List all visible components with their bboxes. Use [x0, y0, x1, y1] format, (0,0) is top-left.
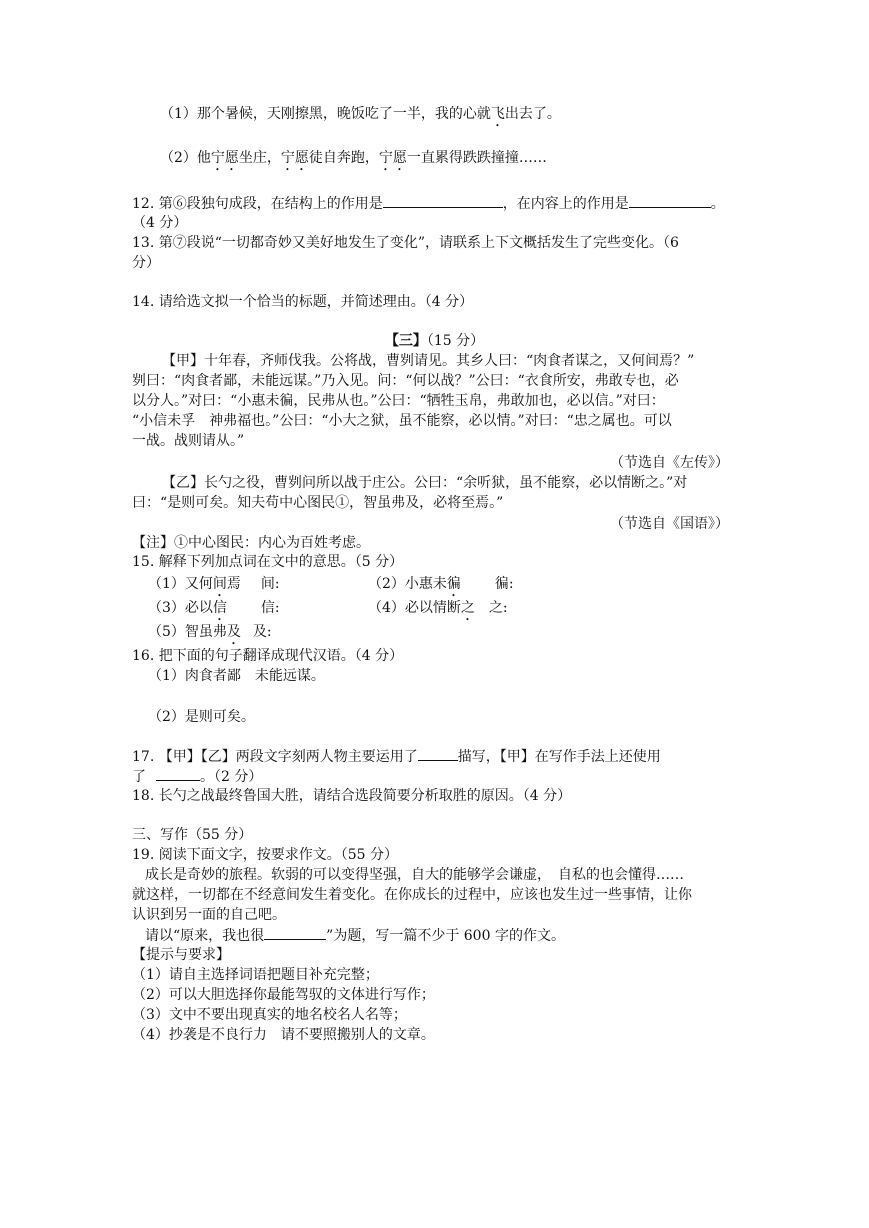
- dotted-word: 宁愿: [210, 150, 239, 166]
- yi-source: （节选自《国语》）: [610, 516, 729, 532]
- q15-item-5: （5）智虽弗及 及:: [148, 624, 272, 640]
- answer-blank[interactable]: [156, 766, 200, 781]
- jia-line-2: 刿曰：“肉食者鄙，未能远谋。”乃入见。问：“何以战？”公曰：“衣食所安，弗敢专也，必: [132, 373, 679, 389]
- yi-line-2: 曰：“是则可矣。知夫苟中心图民①，智虽弗及，必将至焉。”: [132, 495, 504, 511]
- writing-section-heading: 三、写作（55 分）: [132, 827, 253, 843]
- dotted-word: 宁愿: [280, 150, 309, 166]
- dotted-word: 宁愿: [378, 150, 407, 166]
- q17-question: 17. 【甲】【乙】两段文字刻两人物主要运用了 描写，【甲】在写作手法上还使用: [132, 746, 661, 767]
- jia-source: （节选自《左传》）: [610, 455, 729, 471]
- q11-sentence-1: （1）那个暑候，天刚擦黑，晚饭吃了一半，我的心就飞出去了。: [160, 106, 561, 122]
- answer-blank[interactable]: [383, 193, 503, 208]
- yi-line-1: 【乙】长勺之役，曹刿问所以战于庄公。公曰：“余听狱，虽不能察，必以情断之。”对: [162, 475, 688, 491]
- answer-blank[interactable]: [264, 925, 326, 940]
- q15-item-4: （4）必以情断之 之:: [368, 600, 508, 616]
- q17-question-cont: 了 。（2 分）: [132, 766, 262, 787]
- answer-blank[interactable]: [418, 746, 458, 761]
- dotted-word: 飞: [490, 106, 505, 122]
- answer-blank[interactable]: [629, 193, 711, 208]
- jia-line-3: 以分人。”对曰：“小惠未徧，民弗从也。”公曰：“牺牲玉帛，弗敢加也，必以信。”对曰：: [132, 393, 665, 409]
- writing-paragraph-line-3: 认识到另一面的自己吧。: [132, 907, 286, 923]
- requirement-3: （3）文中不要出现真实的地名校名人名等；: [132, 1007, 407, 1023]
- annotation-note: 【注】①中心图民：内心为百姓考虑。: [132, 535, 370, 551]
- q11-sentence-2: （2）他宁愿坐庄，宁愿徒自奔跑，宁愿一直累得跌跌撞撞……: [160, 150, 547, 166]
- q16-question: 16. 把下面的句子翻译成现代汉语。（4 分）: [132, 648, 404, 664]
- q14-question: 14. 请给选文拟一个恰当的标题，并简述理由。（4 分）: [132, 294, 474, 310]
- requirement-2: （2）可以大胆选择你最能驾驭的文体进行写作；: [132, 987, 435, 1003]
- writing-paragraph-line-1: 成长是奇妙的旅程。软弱的可以变得坚强，自大的能够学会谦虚， 自私的也会懂得……: [145, 867, 684, 883]
- q19-question: 19. 阅读下面文字，按要求作文。（55 分）: [132, 847, 398, 863]
- q12-question: 12. 第⑥段独句成段，在结构上的作用是 ，在内容上的作用是 。: [132, 193, 725, 214]
- tips-heading: 【提示与要求】: [132, 947, 230, 963]
- writing-paragraph-line-2: 就这样，一切都在不经意间发生着变化。在你成长的过程中，应该也发生过一些事情，让你: [132, 887, 692, 903]
- q15-question: 15. 解释下列加点词在文中的意思。（5 分）: [132, 554, 404, 570]
- q12-score: （4 分）: [132, 215, 188, 231]
- jia-line-4: “小信未孚 神弗福也。”公曰：“小大之狱，虽不能察，必以情。”对曰：“忠之属也。可以: [132, 413, 672, 429]
- q16-sentence-1: （1）肉食者鄙 未能远谋。: [148, 668, 325, 684]
- requirement-4: （4）抄袭是不良行力 请不要照搬别人的文章。: [132, 1027, 435, 1043]
- q15-item-1: （1）又何间焉 间:: [148, 576, 280, 592]
- q13-question: 13. 第⑦段说“一切都奇妙又美好地发生了变化”，请联系上下文概括发生了完些变化。（6: [132, 235, 679, 251]
- q15-item-2: （2）小惠未徧 徧:: [368, 576, 514, 592]
- q15-item-3: （3）必以信 信:: [148, 600, 280, 616]
- requirement-1: （1）请自主选择词语把题目补充完整；: [132, 967, 379, 983]
- jia-line-1: 【甲】十年春，齐师伐我。公将战，曹刿请见。其乡人曰：“肉食者谋之，又何间焉？”: [162, 353, 695, 369]
- section-three-heading: 【三】（15 分）: [384, 333, 485, 349]
- q16-sentence-2: （2）是则可矣。: [148, 709, 255, 725]
- q13-score: 分）: [132, 255, 160, 271]
- writing-title-prompt: 请以“原来，我也很 ”为题，写一篇不少于 600 字的作文。: [145, 925, 565, 946]
- jia-line-5: 一战。战则请从。”: [132, 433, 245, 449]
- q18-question: 18. 长勺之战最终鲁国大胜，请结合选段简要分析取胜的原因。（4 分）: [132, 788, 572, 804]
